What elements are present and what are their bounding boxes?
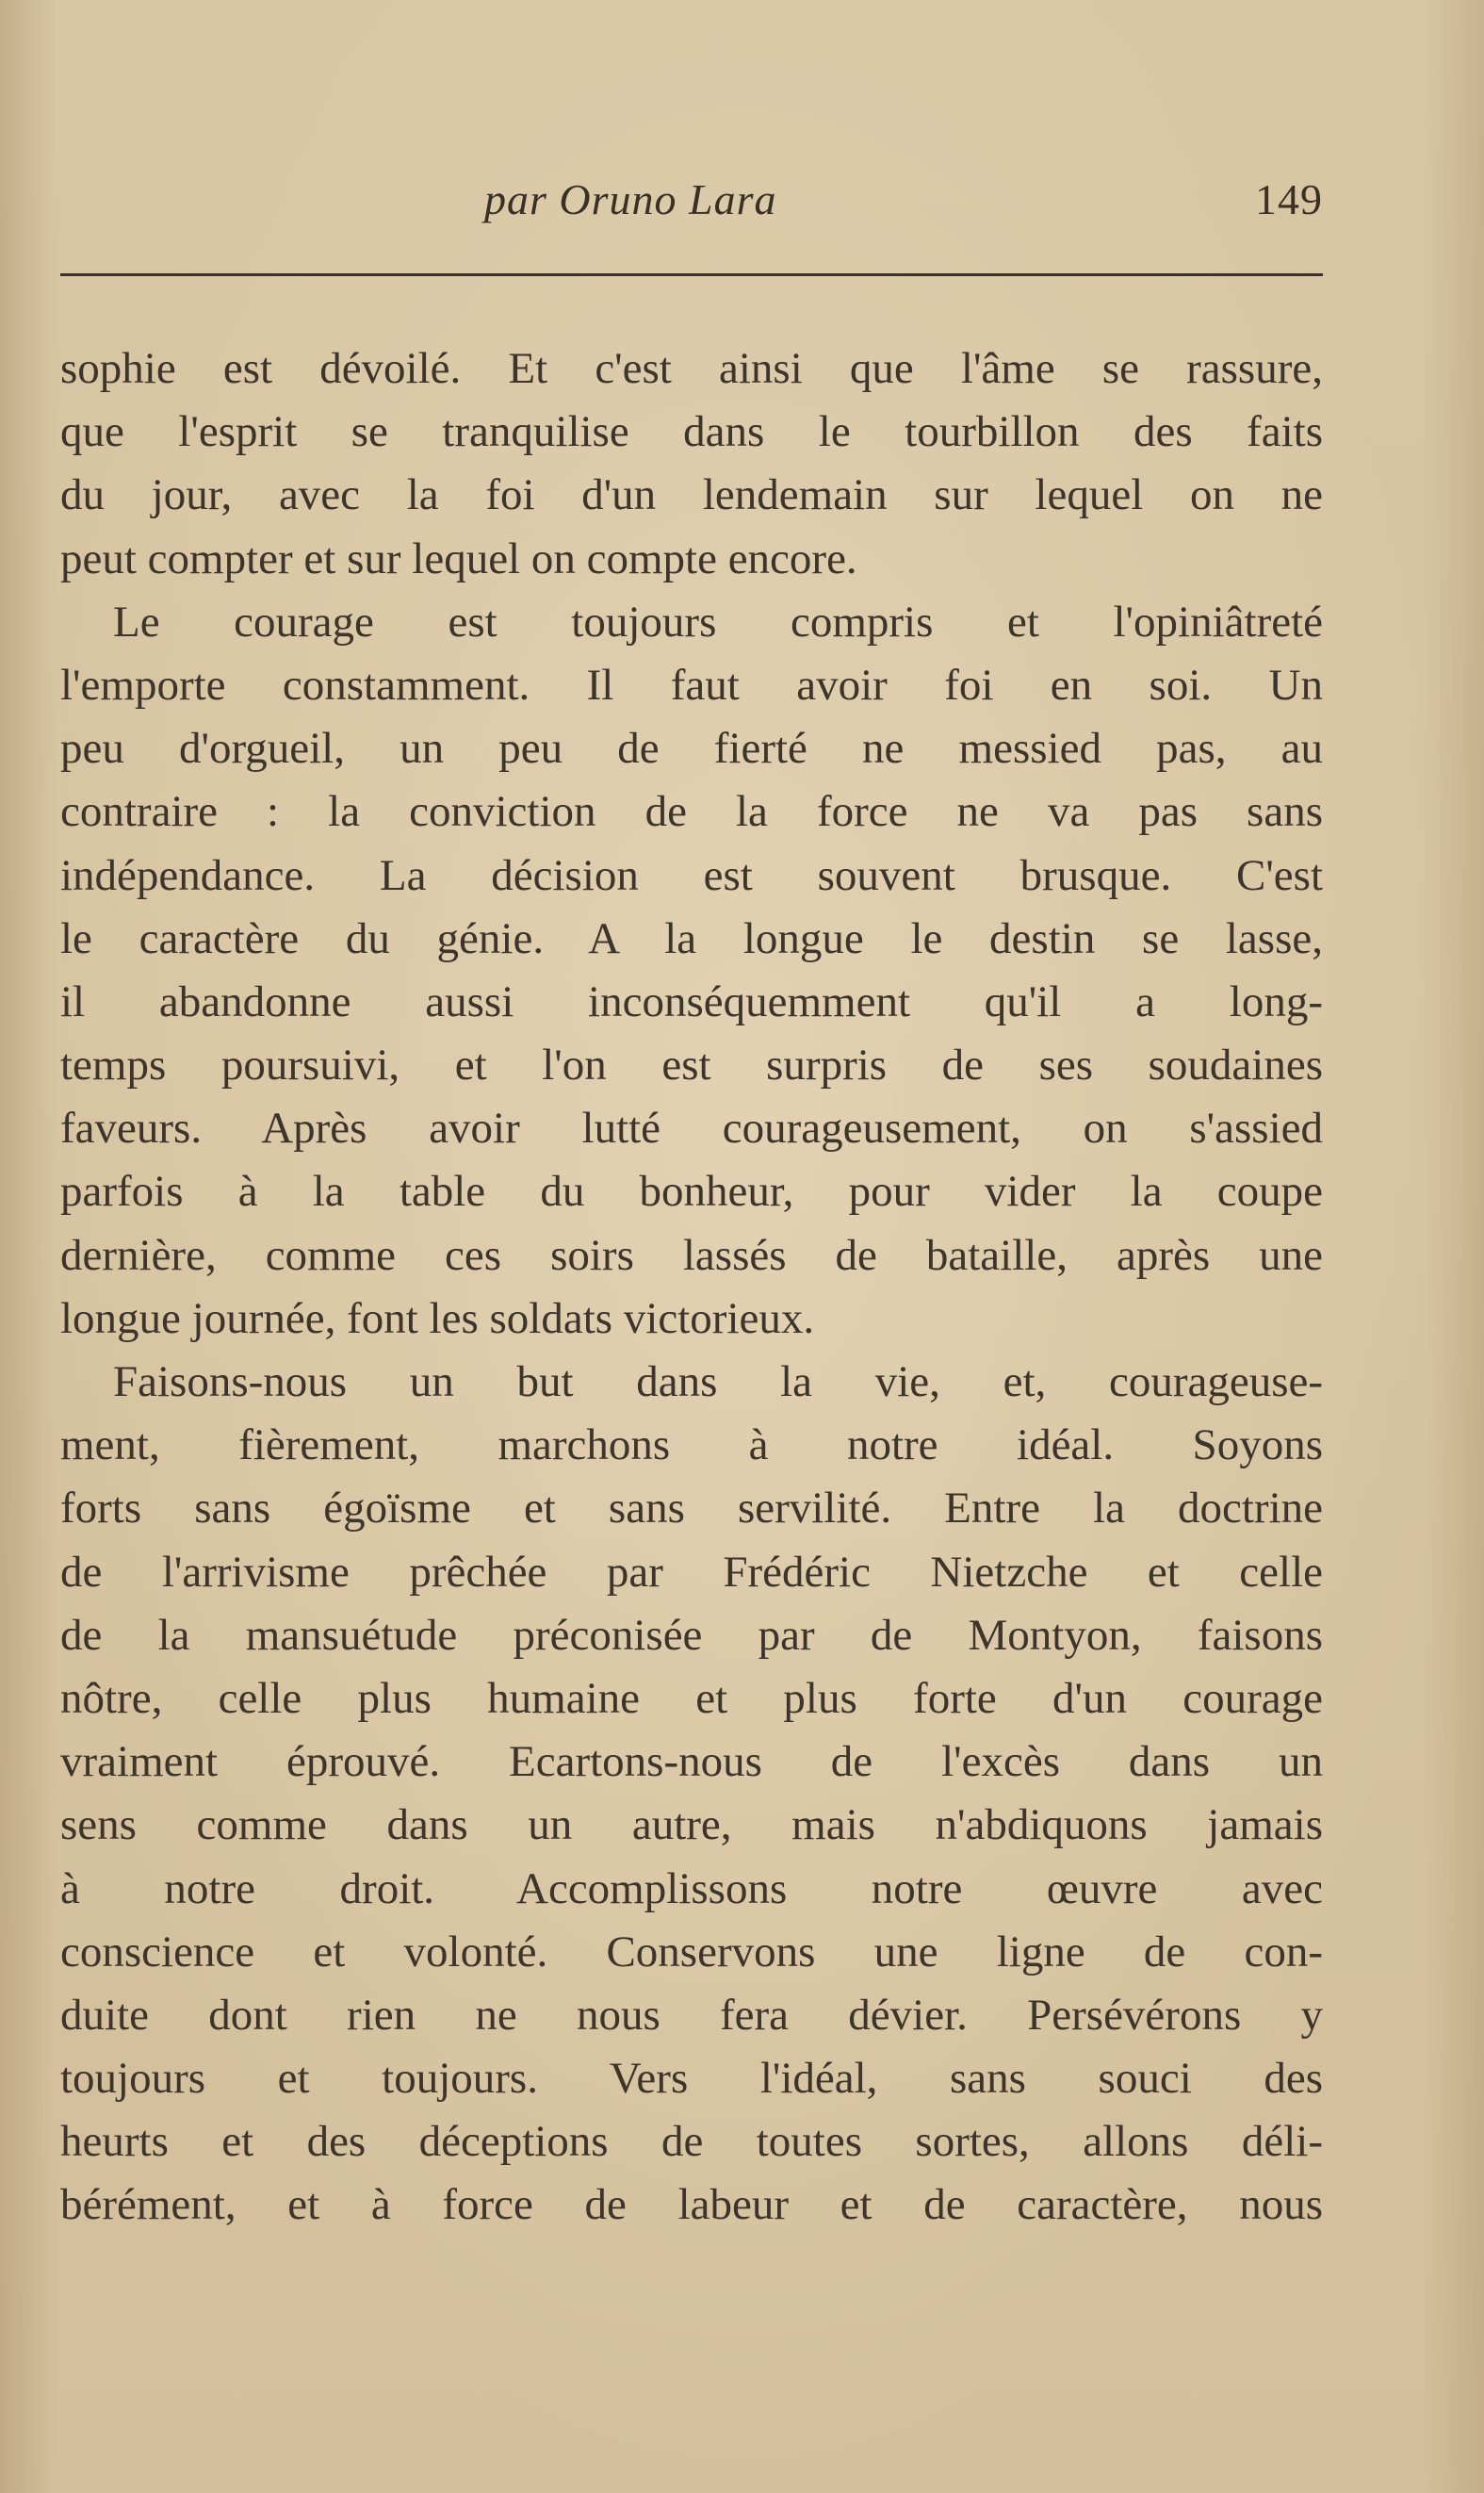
text-line: forts sans égoïsme et sans servilité. Entre la doctrine [60,1484,1323,1534]
text-line: du jour, avec la foi d'un lendemain sur lequel on ne [60,470,1323,520]
text-line: ment, fièrement, marchons à notre idéal. Soyons [60,1420,1323,1470]
paragraph-start-line: Le courage est toujours compris et l'opiniâtreté [113,597,1323,647]
header-rule [60,273,1323,276]
body-text [60,337,1323,2238]
text-line: sophie est dévoilé. Et c'est ainsi que l'âme se rassure, [60,344,1323,393]
running-title: par Oruno Lara [484,175,777,223]
text-line: indépendance. La décision est souvent brusque. C'est [60,850,1323,900]
page-number: 149 [1255,175,1323,223]
text-line: l'emporte constamment. Il faut avoir foi en soi. Un [60,660,1323,710]
text-line: le caractère du génie. A la longue le destin se lasse, [60,913,1323,963]
text-line: toujours et toujours. Vers l'idéal, sans souci des [60,2054,1323,2104]
text-line: il abandonne aussi inconséquemment qu'il a long- [60,976,1323,1026]
text-line: peu d'orgueil, un peu de fierté ne messied pas, au [60,724,1323,774]
text-line: heurts et des déceptions de toutes sortes, allons déli- [60,2117,1323,2167]
text-line: faveurs. Après avoir lutté courageusement, on s'assied [60,1104,1323,1154]
text-line: de la mansuétude préconisée par de Montyon, faisons [60,1610,1323,1660]
text-line: temps poursuivi, et l'on est surpris de ses soudaines [60,1041,1323,1091]
text-line: longue journée, font les soldats victorieux. [60,1293,815,1343]
text-line: conscience et volonté. Conservons une ligne de con- [60,1927,1323,1976]
text-line: sens comme dans un autre, mais n'abdiquons jamais [60,1800,1323,1850]
text-line: parfois à la table du bonheur, pour vider la coupe [60,1167,1323,1217]
text-line: à notre droit. Accomplissons notre œuvre avec [60,1863,1323,1913]
text-line: bérément, et à force de labeur et de caractère, nous [60,2180,1323,2230]
text-line: dernière, comme ces soirs lassés de bataille, après une [60,1230,1323,1280]
text-line: de l'arrivisme prêchée par Frédéric Nietzche et celle [60,1547,1323,1597]
text-line: duite dont rien ne nous fera dévier. Persévérons y [60,1990,1323,2040]
paragraph-start-line: Faisons-nous un but dans la vie, et, courageuse- [113,1357,1323,1406]
text-line: que l'esprit se tranquilise dans le tourbillon des faits [60,407,1323,457]
page-header [60,174,1323,240]
text-line: contraire : la conviction de la force ne va pas sans [60,787,1323,837]
text-line: nôtre, celle plus humaine et plus forte d'un courage [60,1673,1323,1723]
text-line: peut compter et sur lequel on compte encore. [60,533,857,583]
text-line: vraiment éprouvé. Ecartons-nous de l'excès dans un [60,1737,1323,1787]
